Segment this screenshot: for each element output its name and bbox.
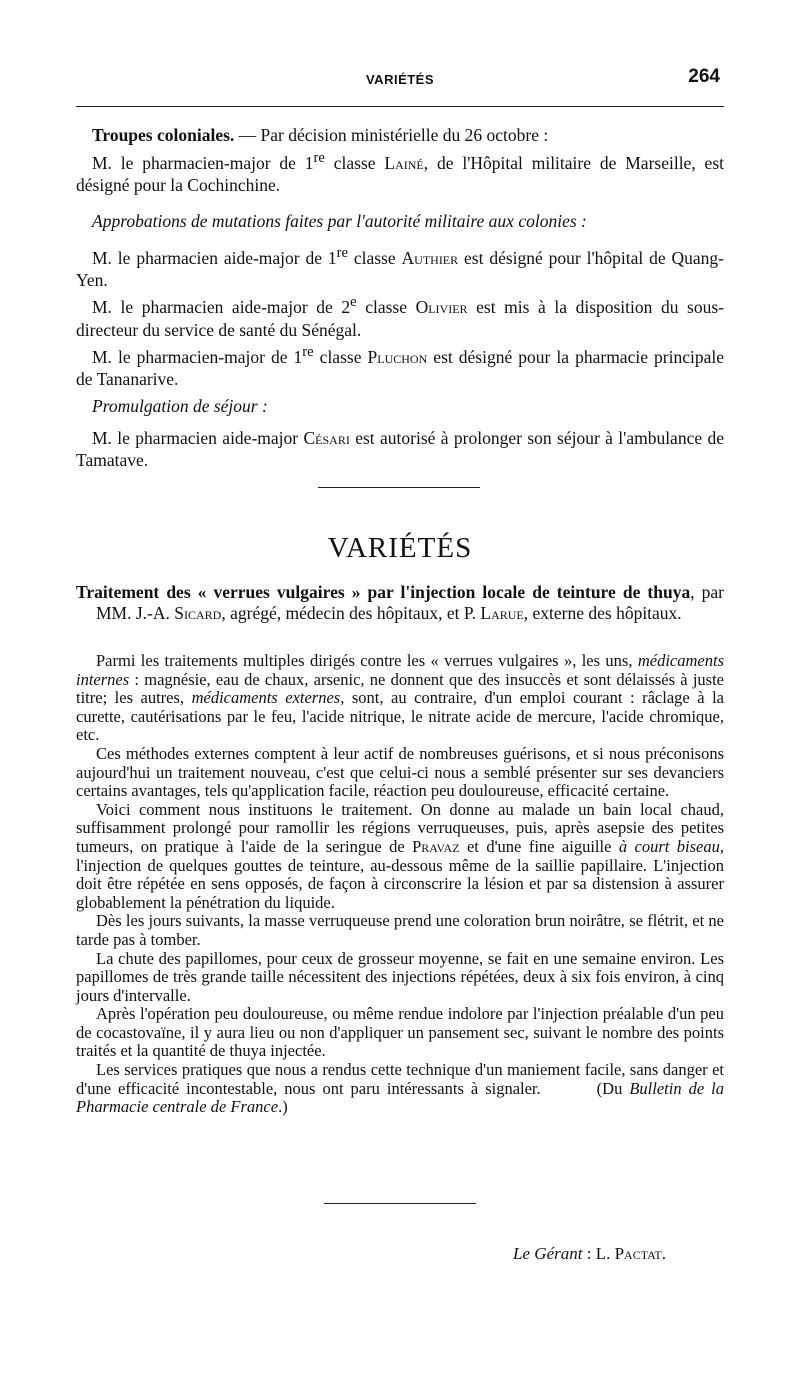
running-head-title: VARIÉTÉS xyxy=(365,72,435,87)
header-rule xyxy=(76,106,724,107)
promulgation-heading: Promulgation de séjour : xyxy=(92,396,268,416)
end-divider xyxy=(324,1203,476,1204)
article-title: Traitement des « verrues vulgaires » par l'injection locale de teinture de thuya, par MM. J.-A. Sicard, agrégé, médecin des hôpitaux, et P. Larue, externe des hôpitaux. xyxy=(76,582,724,623)
person-name: Pluchon xyxy=(367,346,428,367)
paragraph: Parmi les traitements multiples dirigés contre les « verrues vulgaires », les uns, médicaments internes : magnésie, eau de chaux, arsenic, ne donnent que des insuccès et sont délaissés à juste titre; les autres, médicaments externes, sont, au contraire, d'un emploi courant : râclage à la curette, cautérisations par le feu, l'acide nitrique, le nitrate acide de mercure, l'acide chromique, etc. xyxy=(76,651,724,745)
appointment-olivier: M. le pharmacien aide-major de 2e classe Olivier est mis à la disposition du sous-directeur du service de santé du Sénégal. xyxy=(76,294,725,340)
running-head xyxy=(76,66,724,90)
person-name: Olivier xyxy=(415,297,468,318)
paragraph: Voici comment nous instituons le traitement. On donne au malade un bain local chaud, suffisamment prolongé pour ramollir les régions verruqueuses, puis, après asepsie des petites tumeurs, on pratique à l'aide de la seringue de Pravaz et d'une fine aiguille à court biseau, l'injection de quelques gouttes de teinture, au-dessous même de la saillie papillaire. L'injection doit être répétée en sens opposés, de façon à circonscrire la lésion et par sa distension à assurer globablement la pénétration du liquide. xyxy=(76,799,725,912)
section-title: VARIÉTÉS xyxy=(327,532,473,564)
article-body xyxy=(76,652,724,1117)
appointment-laine: M. le pharmacien-major de 1re classe Lainé, de l'Hôpital militaire de Marseille, est désigné pour la Cochinchine. xyxy=(76,149,725,195)
paragraph: Ces méthodes externes comptent à leur actif de nombreuses guérisons, et si nous préconisons aujourd'hui un traitement nouveau, c'est que celui-ci nous a semblé présenter sur ses devanciers certains avantages, tels qu'application facile, réaction peu douloureuse, efficacité certaine. xyxy=(76,743,724,801)
appointment-cesari: M. le pharmacien aide-major Césari est autorisé à prolonger son séjour à l'ambulance de Tamatave. xyxy=(76,427,725,470)
appointment-authier: M. le pharmacien aide-major de 1re classe Authier est désigné pour l'hôpital de Quang-Yen. xyxy=(76,244,725,290)
approvals-heading: Approbations de mutations faites par l'autorité militaire aux colonies : xyxy=(92,211,587,231)
section-divider xyxy=(318,487,480,488)
colonial-heading: Troupes coloniales. xyxy=(92,125,235,145)
author-larue: Larue xyxy=(480,602,524,623)
person-name: Authier xyxy=(401,247,459,268)
person-name: Césari xyxy=(303,427,350,448)
source-citation: (Du Bulletin de la Pharmacie centrale de France.) xyxy=(76,1078,724,1117)
page-number: 264 xyxy=(688,66,720,87)
approvals-block xyxy=(76,210,724,391)
promulgation-block xyxy=(76,395,724,472)
article-title-bold: Traitement des « verrues vulgaires » par l'injection locale de teinture de thuya xyxy=(76,582,691,602)
person-name: Lainé xyxy=(384,152,424,173)
colonial-troops-block xyxy=(76,124,724,196)
paragraph: Dès les jours suivants, la masse verruqueuse prend une coloration brun noirâtre, se flétrit, et ne tarde pas à tomber. xyxy=(76,911,724,949)
author-sicard: Sicard xyxy=(174,602,222,623)
paragraph: La chute des papillomes, pour ceux de grosseur moyenne, se fait en une semaine environ. Les papillomes de très grande taille nécessitent des injections répétées, deux à six fois environ, à cinq jours d'intervalle. xyxy=(76,948,724,1005)
paragraph: Les services pratiques que nous a rendus cette technique d'un maniement facile, sans danger et d'une efficacité incontestable, nous ont paru intéressants à signaler. (Du Bulletin de la Pharmacie centrale de France.) xyxy=(76,1060,724,1117)
appointment-pluchon: M. le pharmacien-major de 1re classe Pluchon est désigné pour la pharmacie principale de Tananarive. xyxy=(76,344,724,390)
paragraph: Après l'opération peu douloureuse, ou même rendue indolore par l'injection préalable d'un peu de cocastovaïne, il y aura lieu ou non d'appliquer un pansement sec, suivant le nombre des points traités et la quantité de thuya injectée. xyxy=(76,1004,724,1061)
colonial-intro: Troupes coloniales. — Par décision ministérielle du 26 octobre : xyxy=(92,125,549,145)
signature: Le Gérant : L. Pactat. xyxy=(513,1244,666,1263)
